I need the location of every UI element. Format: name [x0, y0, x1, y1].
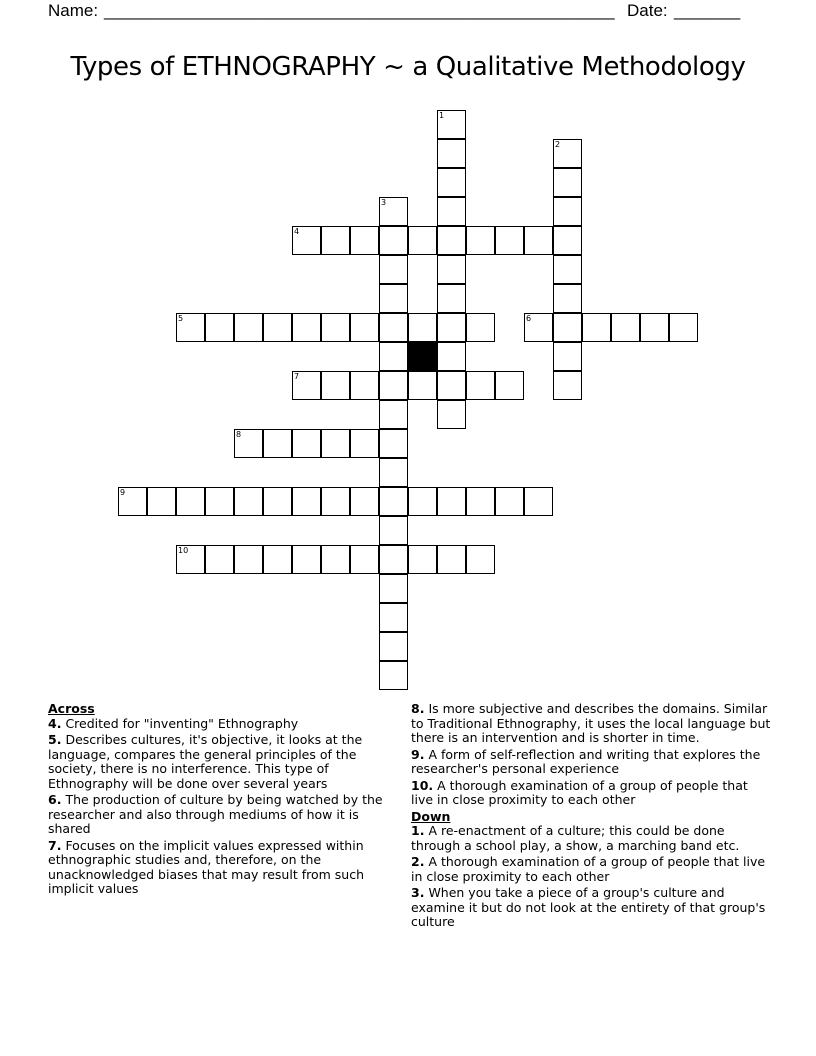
grid-cell[interactable]: [466, 371, 495, 400]
grid-cell[interactable]: [611, 313, 640, 342]
grid-cell[interactable]: [437, 255, 466, 284]
grid-cell[interactable]: [292, 226, 321, 255]
grid-cell[interactable]: [263, 429, 292, 458]
grid-cell[interactable]: [350, 226, 379, 255]
cell-number: 3: [381, 198, 387, 207]
grid-cell[interactable]: [524, 226, 553, 255]
clue-text: A form of self-reflection and writing that explores the researcher's personal experience: [411, 746, 761, 776]
grid-cell[interactable]: [524, 487, 553, 516]
grid-cell[interactable]: [176, 313, 205, 342]
grid-cell[interactable]: [408, 545, 437, 574]
grid-cell[interactable]: [263, 313, 292, 342]
grid-cell[interactable]: [234, 487, 263, 516]
clue-number: 7.: [48, 837, 62, 853]
grid-cell[interactable]: [379, 603, 408, 632]
grid-cell[interactable]: [205, 313, 234, 342]
cell-number: 5: [178, 314, 184, 323]
cell-number: 10: [178, 546, 189, 555]
grid-cell[interactable]: [466, 313, 495, 342]
grid-cell[interactable]: [379, 545, 408, 574]
grid-cell[interactable]: [437, 342, 466, 371]
grid-cell[interactable]: [437, 139, 466, 168]
grid-cell[interactable]: [553, 342, 582, 371]
clue-number: 10.: [411, 777, 434, 793]
clue-text: Is more subjective and describes the domains. Similar to Traditional Ethnography, it uses the local language but there is an intervention and is shorter in time.: [411, 701, 771, 745]
grid-cell[interactable]: [437, 487, 466, 516]
grid-cell[interactable]: [437, 313, 466, 342]
grid-cell[interactable]: [234, 545, 263, 574]
clue-down-2: [411, 855, 773, 884]
clue-number: 4.: [48, 715, 62, 731]
clue-across-8: [411, 702, 773, 746]
clue-number: 5.: [48, 732, 62, 747]
grid-cell[interactable]: [321, 371, 350, 400]
grid-cell[interactable]: [350, 487, 379, 516]
grid-cell[interactable]: [379, 632, 408, 661]
grid-cell[interactable]: [379, 226, 408, 255]
clue-across-4: [48, 717, 400, 732]
grid-cell[interactable]: [379, 284, 408, 313]
grid-cell[interactable]: [379, 371, 408, 400]
grid-cell[interactable]: [379, 313, 408, 342]
grid-cell[interactable]: [379, 458, 408, 487]
clue-across-7: [48, 839, 400, 897]
grid-cell[interactable]: [582, 313, 611, 342]
clue-down-3: [411, 886, 773, 930]
grid-cell[interactable]: [495, 226, 524, 255]
grid-cell[interactable]: [553, 168, 582, 197]
grid-cell[interactable]: [437, 400, 466, 429]
clue-number: 1.: [411, 823, 425, 838]
grid-cell[interactable]: [379, 574, 408, 603]
grid-cell[interactable]: [263, 545, 292, 574]
grid-cell[interactable]: [292, 487, 321, 516]
down-heading: Down: [411, 808, 451, 824]
grid-cell[interactable]: [350, 545, 379, 574]
cell-number: 6: [526, 314, 532, 323]
grid-cell[interactable]: [437, 371, 466, 400]
clue-number: 3.: [411, 885, 425, 900]
grid-cell[interactable]: [234, 429, 263, 458]
grid-cell[interactable]: [379, 661, 408, 690]
grid-cell[interactable]: [292, 371, 321, 400]
grid-cell[interactable]: [466, 487, 495, 516]
grid-cell[interactable]: [437, 197, 466, 226]
grid-cell[interactable]: [524, 313, 553, 342]
clue-text: The production of culture by being watched by the researcher and also through mediums of how it is shared: [48, 792, 383, 836]
grid-cell[interactable]: [408, 487, 437, 516]
cell-number: 1: [439, 111, 445, 120]
grid-cell[interactable]: [176, 487, 205, 516]
clue-down-1: [411, 824, 773, 853]
grid-cell[interactable]: [553, 197, 582, 226]
cell-number: 7: [294, 372, 300, 381]
cell-number: 4: [294, 227, 300, 236]
grid-cell[interactable]: [553, 313, 582, 342]
grid-cell[interactable]: [379, 400, 408, 429]
grid-cell[interactable]: [408, 226, 437, 255]
clue-number: 9.: [411, 746, 425, 762]
grid-cell[interactable]: [350, 371, 379, 400]
grid-cell[interactable]: [553, 255, 582, 284]
grid-cell[interactable]: [350, 313, 379, 342]
grid-cell[interactable]: [466, 545, 495, 574]
clue-text: When you take a piece of a group's culture and examine it but do not look at the entirety of that group's culture: [411, 885, 766, 929]
clues-column-left: [48, 702, 400, 899]
date-label: Date:: [627, 1, 668, 20]
grid-cell[interactable]: [147, 487, 176, 516]
grid-cell[interactable]: [553, 284, 582, 313]
grid-cell[interactable]: [437, 110, 466, 139]
grid-cell[interactable]: [176, 545, 205, 574]
clue-text: Credited for "inventing" Ethnography: [65, 715, 299, 731]
clue-number: 2.: [411, 854, 425, 869]
clue-text: A re-enactment of a culture; this could be done through a school play, a show, a marching band etc.: [411, 823, 740, 853]
grid-cell[interactable]: [292, 429, 321, 458]
cell-number: 9: [120, 488, 126, 497]
cell-number: 2: [555, 140, 561, 149]
grid-cell[interactable]: [379, 255, 408, 284]
grid-cell[interactable]: [321, 429, 350, 458]
grid-cell[interactable]: [408, 313, 437, 342]
grid-cell[interactable]: [205, 545, 234, 574]
grid-cell[interactable]: [263, 487, 292, 516]
grid-cell[interactable]: [292, 545, 321, 574]
grid-cell[interactable]: [321, 487, 350, 516]
clue-text: Describes cultures, it's objective, it looks at the language, compares the general principles of the society, there is no interference. This type of Ethnography will be done over several years: [48, 732, 363, 791]
clue-across-6: [48, 793, 400, 837]
grid-cell[interactable]: [321, 226, 350, 255]
grid-cell[interactable]: [437, 226, 466, 255]
grid-cell[interactable]: [118, 487, 147, 516]
grid-cell[interactable]: [553, 226, 582, 255]
clue-text: Focuses on the implicit values expressed within ethnographic studies and, therefore, on the unacknowledged biases that may result from such implicit values: [48, 837, 364, 896]
grid-cell[interactable]: [437, 168, 466, 197]
grid-cell[interactable]: [234, 313, 263, 342]
grid-cell[interactable]: [321, 313, 350, 342]
clue-text: A thorough examination of a group of people that live in close proximity to each other: [411, 777, 748, 807]
grid-cell[interactable]: [437, 545, 466, 574]
grid-cell[interactable]: [669, 313, 698, 342]
clue-text: A thorough examination of a group of people that live in close proximity to each other: [411, 854, 766, 884]
clue-across-5: [48, 733, 400, 791]
clue-number: 8.: [411, 701, 425, 716]
grid-cell[interactable]: [379, 516, 408, 545]
grid-cell[interactable]: [379, 197, 408, 226]
grid-cell[interactable]: [379, 429, 408, 458]
clue-across-9: [411, 748, 773, 777]
grid-cell[interactable]: [292, 313, 321, 342]
grid-cell[interactable]: [205, 487, 234, 516]
grid-cell[interactable]: [495, 487, 524, 516]
clues-column-right: [411, 702, 773, 932]
clue-number: 6.: [48, 792, 62, 807]
page-title: Types of ETHNOGRAPHY ~ a Qualitative Methodology: [70, 52, 746, 82]
grid-cell[interactable]: [553, 371, 582, 400]
grid-cell[interactable]: [495, 371, 524, 400]
grid-cell[interactable]: [321, 545, 350, 574]
clue-across-10: [411, 779, 773, 808]
cell-number: 8: [236, 430, 242, 439]
name-field[interactable]: ______________________________________________________: [104, 1, 615, 20]
date-field[interactable]: _______: [674, 1, 741, 20]
grid-cell[interactable]: [437, 284, 466, 313]
grid-cell[interactable]: [408, 371, 437, 400]
grid-cell[interactable]: [379, 487, 408, 516]
grid-cell[interactable]: [350, 429, 379, 458]
grid-cell[interactable]: [466, 226, 495, 255]
grid-cell[interactable]: [553, 139, 582, 168]
across-heading: Across: [48, 701, 95, 716]
name-label: Name:: [48, 1, 99, 20]
grid-cell[interactable]: [640, 313, 669, 342]
blocked-cell: [408, 342, 437, 371]
grid-cell[interactable]: [379, 342, 408, 371]
